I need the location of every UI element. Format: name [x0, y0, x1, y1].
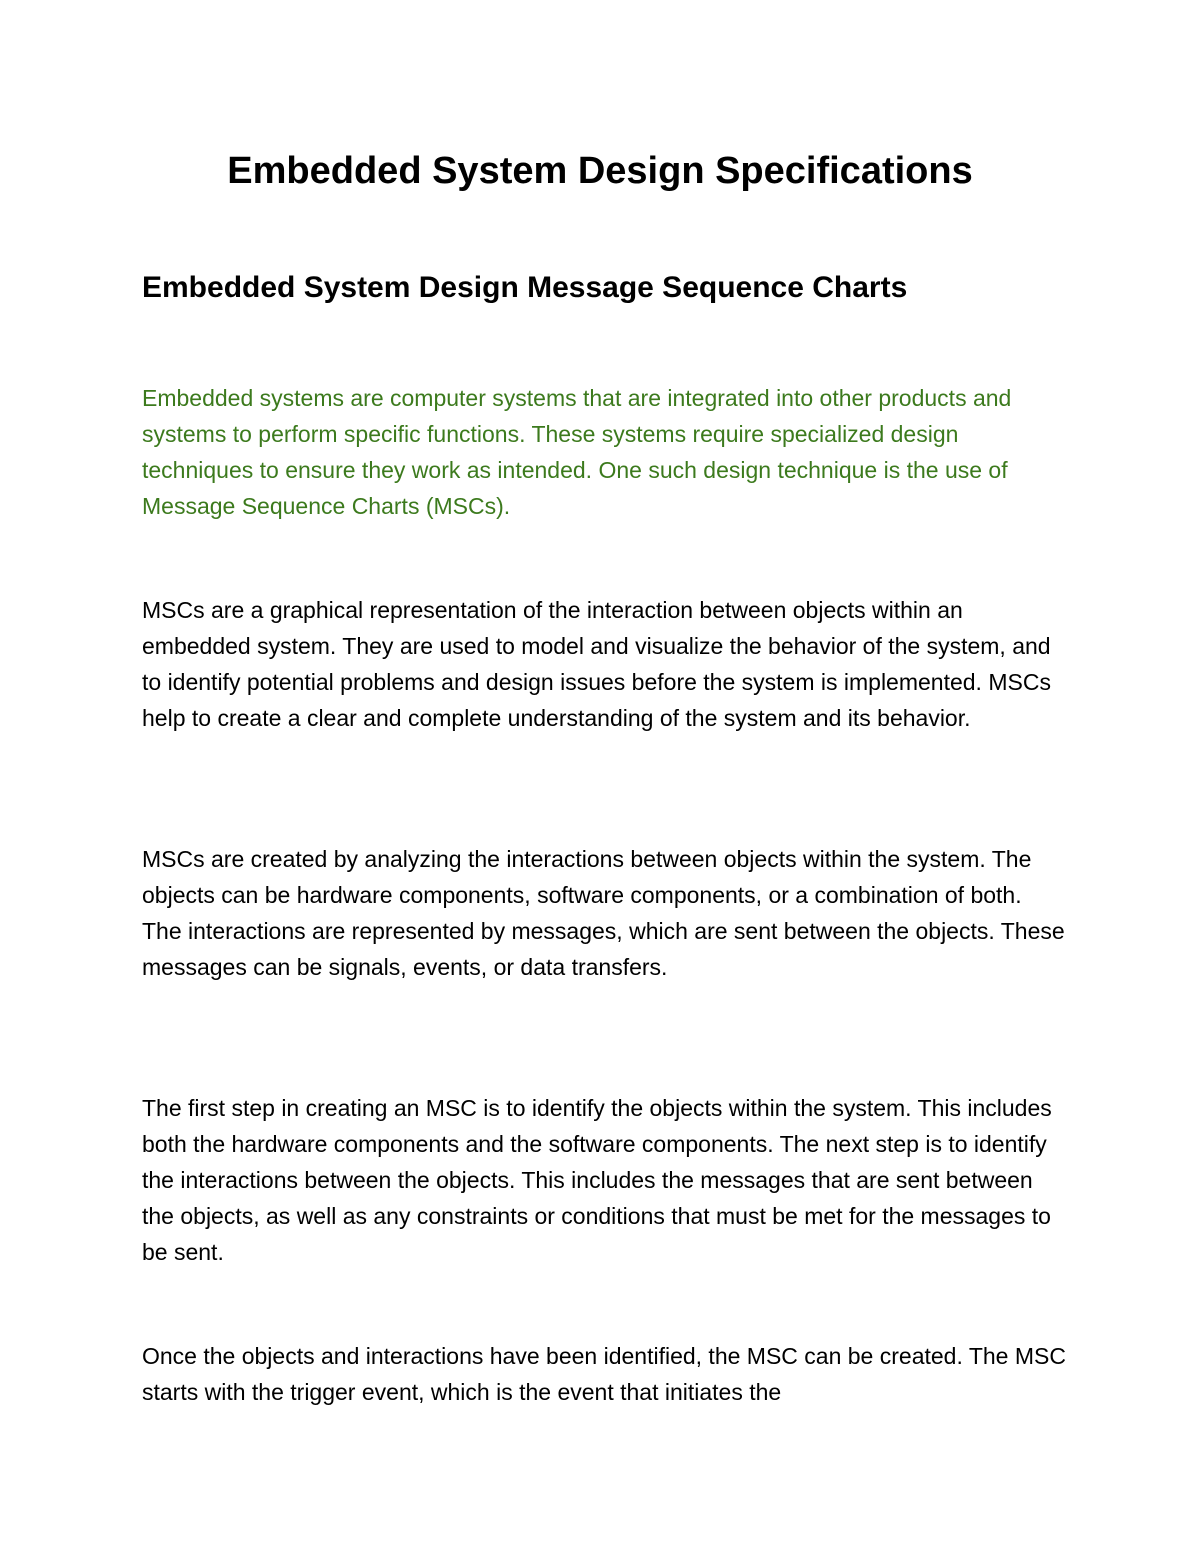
section-heading: Embedded System Design Message Sequence Charts [142, 271, 908, 304]
body-paragraph: MSCs are a graphical representation of the interaction between objects within an embedded system. They are used to model and visualize the behavior of the system, and to identify potential problems and design issues before the system is implemented. MSCs help to create a clear and complete understanding of the system and its behavior. [142, 597, 1051, 731]
body-paragraph: MSCs are created by analyzing the interactions between objects within the system. The objects can be hardware components, software components, or a combination of both. The interactions are represented by messages, which are sent between the objects. These messages can be signals, events, or data transfers. [142, 846, 1065, 980]
body-paragraph: Once the objects and interactions have been identified, the MSC can be created. The MSC starts with the trigger event, which is the event that initiates the [142, 1343, 1066, 1405]
intro-paragraph: Embedded systems are computer systems that are integrated into other products and systems to perform specific functions. These systems require specialized design techniques to ensure they work as intended. One such design technique is the use of Message Sequence Charts (MSCs). [142, 385, 1012, 519]
document-title: Embedded System Design Specifications [227, 150, 973, 192]
body-paragraph: The first step in creating an MSC is to identify the objects within the system. This includes both the hardware components and the software components. The next step is to identify the interactions between the objects. This includes the messages that are sent between the objects, as well as any constraints or conditions that must be met for the messages to be sent. [142, 1095, 1052, 1265]
